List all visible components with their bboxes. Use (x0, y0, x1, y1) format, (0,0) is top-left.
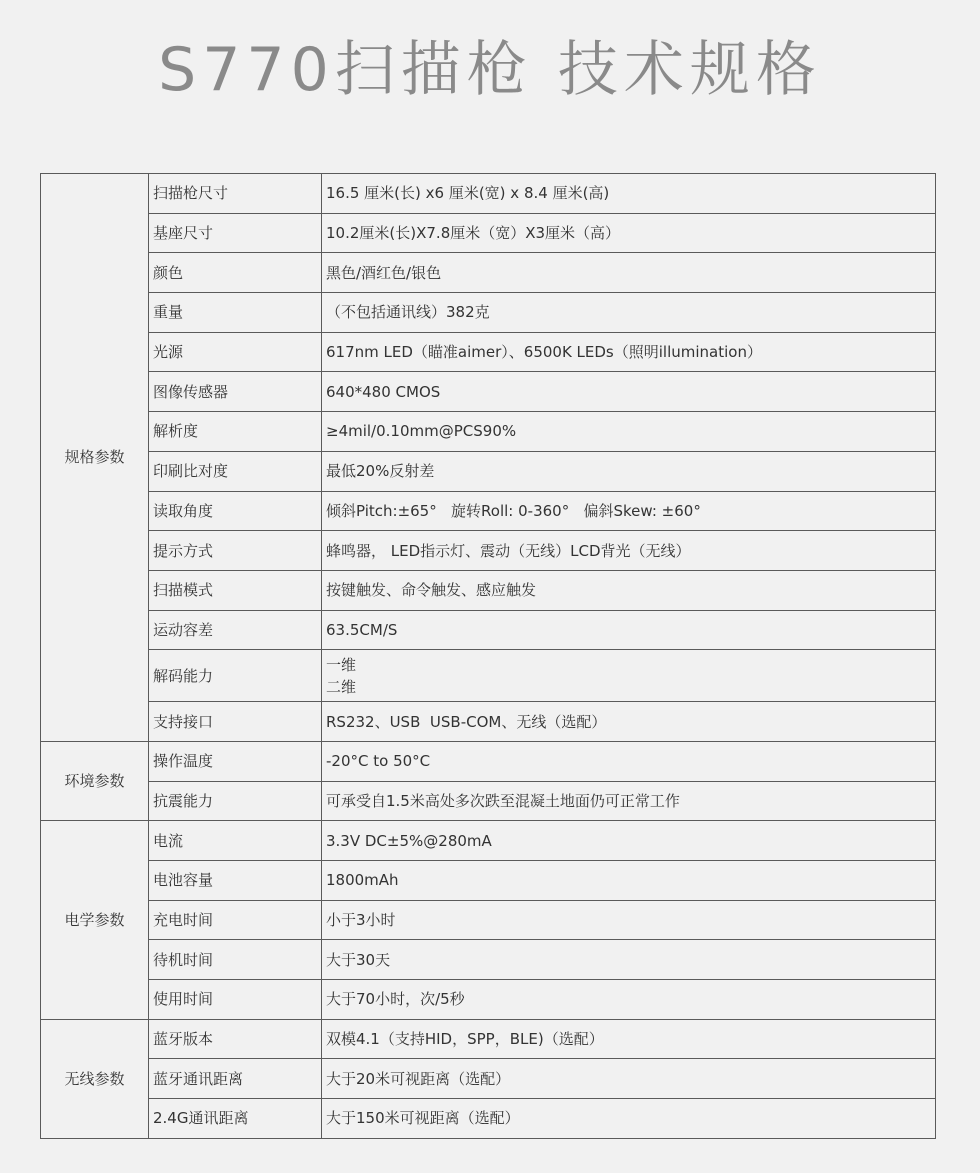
row-label: 重量 (149, 293, 322, 333)
row-label: 解码能力 (149, 650, 322, 702)
row-label: 抗震能力 (149, 781, 322, 821)
table-row (41, 980, 936, 1020)
row-value: 640*480 CMOS (322, 372, 936, 412)
row-label: 支持接口 (149, 702, 322, 742)
table-row (41, 940, 936, 980)
table-row (41, 293, 936, 333)
row-label: 图像传感器 (149, 372, 322, 412)
row-label: 印刷比对度 (149, 451, 322, 491)
row-label: 2.4G通讯距离 (149, 1099, 322, 1139)
row-label: 待机时间 (149, 940, 322, 980)
row-label: 操作温度 (149, 741, 322, 781)
table-row (41, 781, 936, 821)
row-value: 3.3V DC±5%@280mA (322, 821, 936, 861)
page-title: S770扫描枪 技术规格 (158, 35, 822, 105)
table-row (41, 412, 936, 452)
row-label: 提示方式 (149, 531, 322, 571)
row-value: 可承受自1.5米高处多次跌至混凝土地面仍可正常工作 (322, 781, 936, 821)
row-label: 光源 (149, 332, 322, 372)
row-value: 黑色/酒红色/银色 (322, 253, 936, 293)
table-row (41, 1099, 936, 1139)
table-row (41, 213, 936, 253)
table-row (41, 702, 936, 742)
row-value: -20°C to 50°C (322, 741, 936, 781)
table-row (41, 821, 936, 861)
group-env: 环境参数 (41, 741, 149, 820)
row-value: RS232、USB USB-COM、无线（选配） (322, 702, 936, 742)
row-value: 蜂鸣器， LED指示灯、震动（无线）LCD背光（无线） (322, 531, 936, 571)
table-row (41, 610, 936, 650)
row-label: 读取角度 (149, 491, 322, 531)
row-value: 双模4.1（支持HID，SPP，BLE)（选配） (322, 1019, 936, 1059)
table-row (41, 900, 936, 940)
row-label: 颜色 (149, 253, 322, 293)
table-row (41, 1019, 936, 1059)
table-row (41, 332, 936, 372)
table-row (41, 741, 936, 781)
row-value: （不包括通讯线）382克 (322, 293, 936, 333)
row-value: 最低20%反射差 (322, 451, 936, 491)
table-row (41, 174, 936, 214)
group-elec: 电学参数 (41, 821, 149, 1019)
row-label: 运动容差 (149, 610, 322, 650)
table-row (41, 531, 936, 571)
row-label: 解析度 (149, 412, 322, 452)
row-label: 充电时间 (149, 900, 322, 940)
row-label: 电流 (149, 821, 322, 861)
row-value-line: 二维 (326, 677, 357, 696)
table-row (41, 253, 936, 293)
row-value: 大于70小时，次/5秒 (322, 980, 936, 1020)
table-row (41, 491, 936, 531)
table-row (41, 861, 936, 901)
table-row (41, 451, 936, 491)
row-label: 扫描模式 (149, 570, 322, 610)
table-row (41, 570, 936, 610)
row-value: 大于150米可视距离（选配） (322, 1099, 936, 1139)
table-row (41, 1059, 936, 1099)
row-value (322, 650, 936, 702)
row-value: 617nm LED（瞄准aimer）、6500K LEDs（照明illumination） (322, 332, 936, 372)
table-row (41, 650, 936, 702)
group-spec: 规格参数 (41, 174, 149, 742)
row-label: 蓝牙通讯距离 (149, 1059, 322, 1099)
row-value: 1800mAh (322, 861, 936, 901)
row-value: 小于3小时 (322, 900, 936, 940)
row-label: 蓝牙版本 (149, 1019, 322, 1059)
row-value: 大于30天 (322, 940, 936, 980)
row-label: 基座尺寸 (149, 213, 322, 253)
group-wireless: 无线参数 (41, 1019, 149, 1138)
row-label: 扫描枪尺寸 (149, 174, 322, 214)
table-row (41, 372, 936, 412)
row-value: ≥4mil/0.10mm@PCS90% (322, 412, 936, 452)
row-value-line: 一维 (326, 655, 357, 674)
row-value: 大于20米可视距离（选配） (322, 1059, 936, 1099)
spec-table (40, 173, 936, 1139)
row-value: 10.2厘米(长)X7.8厘米（宽）X3厘米（高） (322, 213, 936, 253)
row-value: 按键触发、命令触发、感应触发 (322, 570, 936, 610)
row-label: 使用时间 (149, 980, 322, 1020)
row-value: 63.5CM/S (322, 610, 936, 650)
row-value: 倾斜Pitch:±65° 旋转Roll: 0-360° 偏斜Skew: ±60° (322, 491, 936, 531)
row-value: 16.5 厘米(长) x6 厘米(宽) x 8.4 厘米(高) (322, 174, 936, 214)
row-label: 电池容量 (149, 861, 322, 901)
